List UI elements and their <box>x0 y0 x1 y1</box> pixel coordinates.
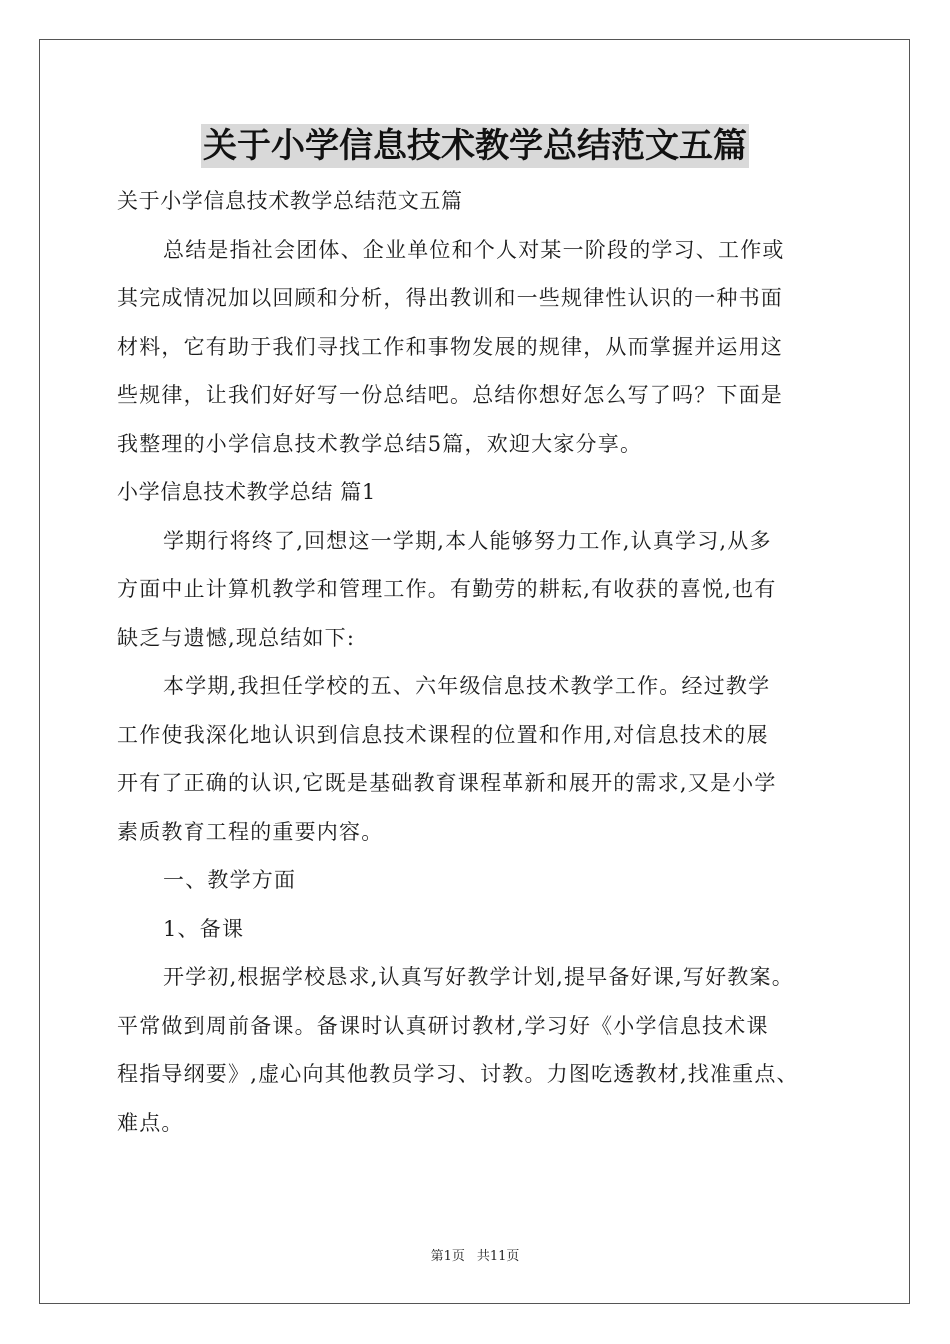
document-body <box>117 177 835 1147</box>
paragraph-line: 缺乏与遗憾,现总结如下: <box>117 625 356 650</box>
paragraph-line: 平常做到周前备课。备课时认真研讨教材,学习好《小学信息技术课 <box>117 1013 769 1038</box>
paragraph-line: 开有了正确的认识,它既是基础教育课程革新和展开的需求,又是小学 <box>117 771 777 795</box>
subtitle-line: 关于小学信息技术教学总结范文五篇 <box>117 189 463 213</box>
paragraph-line: 本学期,我担任学校的五、六年级信息技术教学工作。经过教学 <box>163 674 771 698</box>
section-heading: 小学信息技术教学总结 篇1 <box>117 480 376 504</box>
document-title: 关于小学信息技术教学总结范文五篇 <box>203 126 747 166</box>
paragraph-line: 程指导纲要》,虚心向其他教员学习、讨教。力图吃透教材,找准重点、 <box>117 1062 799 1086</box>
subsection-heading: 一、教学方面 <box>163 868 297 892</box>
paragraph-line: 我整理的小学信息技术教学总结5篇，欢迎大家分享。 <box>117 431 643 456</box>
title-area <box>0 124 950 168</box>
paragraph-line: 总结是指社会团体、企业单位和个人对某一阶段的学习、工作或 <box>163 237 785 262</box>
page-footer <box>0 1248 950 1266</box>
paragraph-line: 学期行将终了,回想这一学期,本人能够努力工作,认真学习,从多 <box>163 528 772 553</box>
paragraph-line: 开学初,根据学校恳求,认真写好教学计划,提早备好课,写好教案。 <box>163 965 794 989</box>
paragraph-line: 些规律，让我们好好写一份总结吧。总结你想好怎么写了吗？下面是 <box>117 383 783 407</box>
paragraph-line: 方面中止计算机教学和管理工作。有勤劳的耕耘,有收获的喜悦,也有 <box>117 577 777 601</box>
paragraph-line: 材料，它有助于我们寻找工作和事物发展的规律，从而掌握并运用这 <box>117 334 783 359</box>
paragraph-line: 难点。 <box>117 1110 184 1135</box>
paragraph-line: 素质教育工程的重要内容。 <box>117 819 384 844</box>
paragraph-line: 其完成情况加以回顾和分析，得出教训和一些规律性认识的一种书面 <box>117 286 783 310</box>
page-number-total: 共11页 <box>476 1249 520 1264</box>
paragraph-line: 工作使我深化地认识到信息技术课程的位置和作用,对信息技术的展 <box>117 722 769 747</box>
subsection-heading: 1、备课 <box>163 916 245 941</box>
page-number-current: 第1页 <box>430 1249 465 1264</box>
